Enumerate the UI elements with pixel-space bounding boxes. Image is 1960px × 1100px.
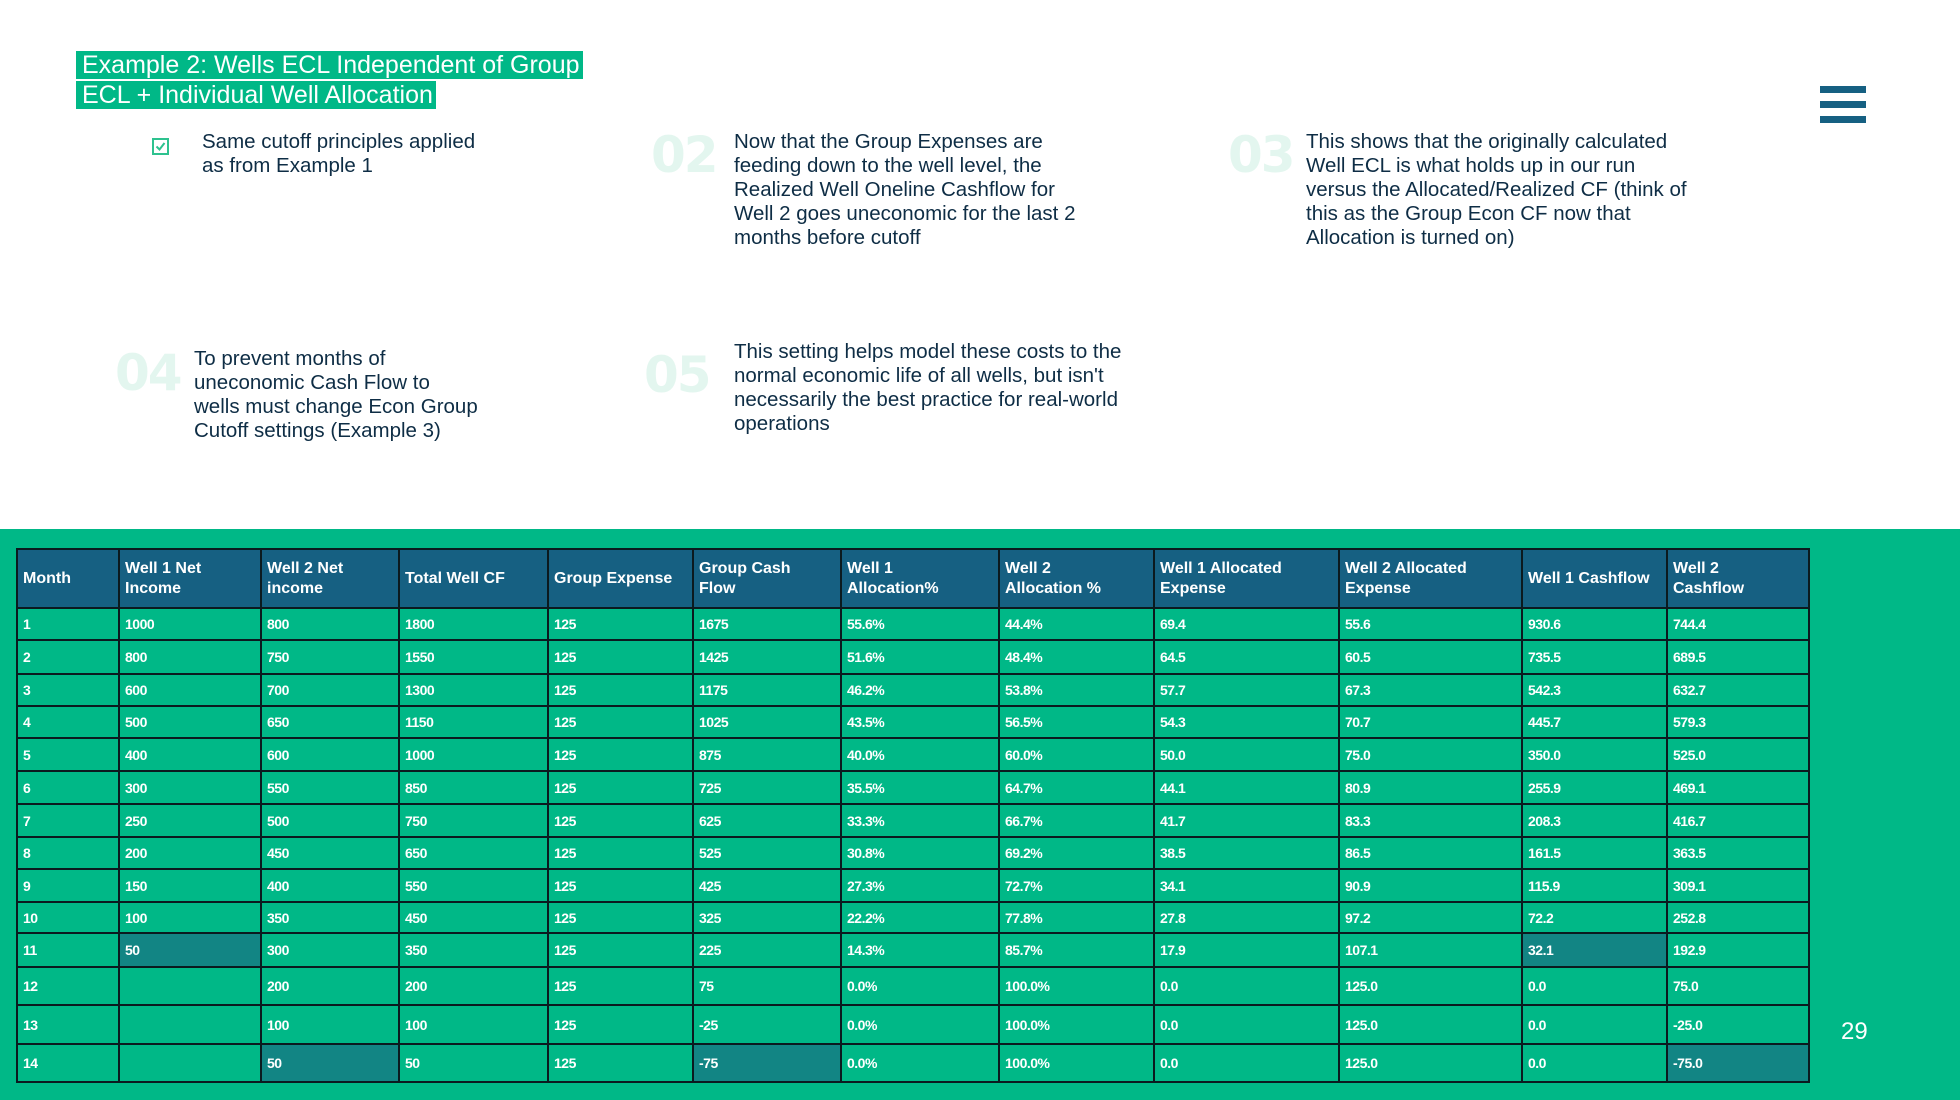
text-line: Well ECL is what holds up in our run bbox=[1306, 154, 1636, 177]
table-cell: 225 bbox=[693, 933, 841, 967]
table-cell: 22.2% bbox=[841, 902, 999, 933]
table-cell: 72.2 bbox=[1522, 902, 1667, 933]
table-cell: -25.0 bbox=[1667, 1005, 1809, 1044]
table-row bbox=[17, 640, 1809, 674]
table-cell: 200 bbox=[399, 967, 548, 1005]
table-cell: 100.0% bbox=[999, 1005, 1154, 1044]
table-cell: 500 bbox=[119, 706, 261, 738]
table-cell: 800 bbox=[261, 608, 399, 640]
table-cell: 350.0 bbox=[1522, 738, 1667, 771]
table-cell: 69.4 bbox=[1154, 608, 1339, 640]
text-line: Now that the Group Expenses are bbox=[734, 130, 1043, 153]
table-row bbox=[17, 674, 1809, 706]
text-line: normal economic life of all wells, but isn't bbox=[734, 364, 1104, 387]
table-cell: 1 bbox=[17, 608, 119, 640]
table-row bbox=[17, 804, 1809, 837]
table-cell: 13 bbox=[17, 1005, 119, 1044]
table-cell: 325 bbox=[693, 902, 841, 933]
point-3-text bbox=[1306, 130, 1687, 250]
table-cell: 51.6% bbox=[841, 640, 999, 674]
column-header bbox=[1339, 549, 1522, 608]
table-cell bbox=[119, 1044, 261, 1082]
table-row bbox=[17, 967, 1809, 1005]
table-cell: 55.6 bbox=[1339, 608, 1522, 640]
table-cell: 100 bbox=[119, 902, 261, 933]
point-4-text bbox=[194, 347, 478, 443]
column-header-text: Income bbox=[125, 579, 182, 597]
table-cell: 107.1 bbox=[1339, 933, 1522, 967]
point-1-text bbox=[202, 130, 475, 178]
column-header-text: Total Well CF bbox=[405, 569, 505, 587]
table-cell: 735.5 bbox=[1522, 640, 1667, 674]
text-line: versus the Allocated/Realized CF (think of bbox=[1306, 178, 1687, 201]
text-line: wells must change Econ Group bbox=[194, 395, 478, 418]
table-row bbox=[17, 1005, 1809, 1044]
text-line: Realized Well Oneline Cashflow for bbox=[734, 178, 1055, 201]
table-cell: 125 bbox=[548, 640, 693, 674]
table-cell: -75.0 bbox=[1667, 1044, 1809, 1082]
table-cell: 700 bbox=[261, 674, 399, 706]
table-cell: 64.7% bbox=[999, 771, 1154, 804]
column-header-text: Well 2 Allocated bbox=[1345, 559, 1467, 577]
table-cell: 50 bbox=[399, 1044, 548, 1082]
table-cell: 1550 bbox=[399, 640, 548, 674]
column-header-text: Month bbox=[23, 569, 71, 587]
text-line: Well 2 goes uneconomic for the last 2 bbox=[734, 202, 1076, 225]
column-header-text: income bbox=[267, 579, 324, 597]
table-cell: 875 bbox=[693, 738, 841, 771]
table-cell: 625 bbox=[693, 804, 841, 837]
table-cell: 66.7% bbox=[999, 804, 1154, 837]
table-cell: 252.8 bbox=[1667, 902, 1809, 933]
column-header bbox=[999, 549, 1154, 608]
table-cell: 100.0% bbox=[999, 967, 1154, 1005]
table-cell: 3 bbox=[17, 674, 119, 706]
table-cell: 27.3% bbox=[841, 869, 999, 902]
table-cell: 525.0 bbox=[1667, 738, 1809, 771]
column-header-text: Group Cash bbox=[699, 559, 791, 577]
table-cell: 60.5 bbox=[1339, 640, 1522, 674]
column-header bbox=[261, 549, 399, 608]
table-cell: 55.6% bbox=[841, 608, 999, 640]
table-cell: 50 bbox=[119, 933, 261, 967]
table-cell: 800 bbox=[119, 640, 261, 674]
table-cell: 33.3% bbox=[841, 804, 999, 837]
table-cell: 550 bbox=[399, 869, 548, 902]
table-cell: 200 bbox=[119, 837, 261, 869]
table-cell: 400 bbox=[261, 869, 399, 902]
column-header bbox=[1667, 549, 1809, 608]
table-cell: 4 bbox=[17, 706, 119, 738]
table-cell: 5 bbox=[17, 738, 119, 771]
hamburger-menu-icon[interactable] bbox=[1820, 86, 1866, 124]
table-cell: 300 bbox=[119, 771, 261, 804]
table-cell: 550 bbox=[261, 771, 399, 804]
table-cell: 0.0 bbox=[1154, 967, 1339, 1005]
table-cell: 125 bbox=[548, 706, 693, 738]
table-row bbox=[17, 933, 1809, 967]
table-cell: 100.0% bbox=[999, 1044, 1154, 1082]
table-cell: 450 bbox=[399, 902, 548, 933]
table-cell: 125 bbox=[548, 933, 693, 967]
table-cell: 0.0 bbox=[1522, 1044, 1667, 1082]
table-cell: 208.3 bbox=[1522, 804, 1667, 837]
table-cell: 445.7 bbox=[1522, 706, 1667, 738]
table-cell: 43.5% bbox=[841, 706, 999, 738]
table-cell: 850 bbox=[399, 771, 548, 804]
text-line: Same cutoff principles applied bbox=[202, 130, 476, 153]
table-cell: 69.2% bbox=[999, 837, 1154, 869]
column-header bbox=[1522, 549, 1667, 608]
slide-title bbox=[76, 50, 583, 110]
table-row bbox=[17, 608, 1809, 640]
table-cell bbox=[119, 967, 261, 1005]
slide-title-line-2: ECL + Individual Well Allocation bbox=[76, 81, 436, 109]
table-cell bbox=[119, 1005, 261, 1044]
table-cell: 350 bbox=[399, 933, 548, 967]
slide-title-line-1: Example 2: Wells ECL Independent of Group bbox=[76, 51, 583, 79]
text-line: This shows that the originally calculated bbox=[1306, 130, 1668, 153]
column-header-text: Well 1 Net bbox=[125, 559, 202, 577]
table-cell: 125 bbox=[548, 608, 693, 640]
table-header-row bbox=[17, 549, 1809, 608]
table-cell: 125 bbox=[548, 1044, 693, 1082]
table-cell: 255.9 bbox=[1522, 771, 1667, 804]
table-cell: 579.3 bbox=[1667, 706, 1809, 738]
table-cell: 0.0 bbox=[1154, 1005, 1339, 1044]
table-cell: 632.7 bbox=[1667, 674, 1809, 706]
table-cell: 35.5% bbox=[841, 771, 999, 804]
table-row bbox=[17, 837, 1809, 869]
table-cell: 125 bbox=[548, 837, 693, 869]
table-cell: 57.7 bbox=[1154, 674, 1339, 706]
table-cell: 750 bbox=[399, 804, 548, 837]
column-header-text: Expense bbox=[1160, 579, 1226, 597]
table-cell: 0.0 bbox=[1522, 967, 1667, 1005]
checkbox-icon bbox=[152, 138, 169, 155]
table-cell: 53.8% bbox=[999, 674, 1154, 706]
table-cell: -75 bbox=[693, 1044, 841, 1082]
point-5-text bbox=[734, 340, 1121, 436]
table-cell: 100 bbox=[399, 1005, 548, 1044]
table-cell: 125 bbox=[548, 674, 693, 706]
column-header-text: Flow bbox=[699, 579, 736, 597]
table-cell: 27.8 bbox=[1154, 902, 1339, 933]
column-header-text: Allocation% bbox=[847, 579, 939, 597]
table-row bbox=[17, 771, 1809, 804]
table-cell: 70.7 bbox=[1339, 706, 1522, 738]
table-cell: 200 bbox=[261, 967, 399, 1005]
table-row bbox=[17, 738, 1809, 771]
column-header-text: Allocation % bbox=[1005, 579, 1102, 597]
table-cell: 250 bbox=[119, 804, 261, 837]
table-cell: 125 bbox=[548, 1005, 693, 1044]
text-line: months before cutoff bbox=[734, 226, 921, 249]
table-cell: 8 bbox=[17, 837, 119, 869]
text-line: Allocation is turned on) bbox=[1306, 226, 1515, 249]
table-cell: 64.5 bbox=[1154, 640, 1339, 674]
table-cell: 1025 bbox=[693, 706, 841, 738]
table-cell: 14.3% bbox=[841, 933, 999, 967]
table-cell: 1000 bbox=[399, 738, 548, 771]
column-header bbox=[1154, 549, 1339, 608]
column-header-text: Well 1 Allocated bbox=[1160, 559, 1282, 577]
text-line: as from Example 1 bbox=[202, 154, 373, 177]
table-cell: 90.9 bbox=[1339, 869, 1522, 902]
point-number-02: 02 bbox=[651, 126, 717, 184]
text-line: To prevent months of bbox=[194, 347, 386, 370]
table-cell: 125 bbox=[548, 902, 693, 933]
table-cell: 1000 bbox=[119, 608, 261, 640]
point-number-03: 03 bbox=[1228, 126, 1294, 184]
column-header bbox=[119, 549, 261, 608]
table-cell: 125.0 bbox=[1339, 1005, 1522, 1044]
table-cell: 50 bbox=[261, 1044, 399, 1082]
table-cell: 300 bbox=[261, 933, 399, 967]
column-header-text: Well 2 Net bbox=[267, 559, 344, 577]
point-number-04: 04 bbox=[115, 344, 181, 402]
table-row bbox=[17, 1044, 1809, 1082]
text-line: uneconomic Cash Flow to bbox=[194, 371, 430, 394]
table-cell: 1800 bbox=[399, 608, 548, 640]
table-cell: 10 bbox=[17, 902, 119, 933]
table-cell: 400 bbox=[119, 738, 261, 771]
table-cell: 0.0 bbox=[1154, 1044, 1339, 1082]
table-cell: 75.0 bbox=[1339, 738, 1522, 771]
table-cell: 100 bbox=[261, 1005, 399, 1044]
table-cell: 363.5 bbox=[1667, 837, 1809, 869]
table-cell: 1675 bbox=[693, 608, 841, 640]
table-cell: 77.8% bbox=[999, 902, 1154, 933]
column-header-text: Expense bbox=[1345, 579, 1411, 597]
table-row bbox=[17, 902, 1809, 933]
table-cell: 11 bbox=[17, 933, 119, 967]
table-cell: 309.1 bbox=[1667, 869, 1809, 902]
table-cell: 40.0% bbox=[841, 738, 999, 771]
table-cell: 416.7 bbox=[1667, 804, 1809, 837]
table-cell: 750 bbox=[261, 640, 399, 674]
table-cell: 525 bbox=[693, 837, 841, 869]
column-header bbox=[693, 549, 841, 608]
table-cell: 0.0% bbox=[841, 1044, 999, 1082]
allocation-table bbox=[16, 548, 1810, 1083]
table-cell: 7 bbox=[17, 804, 119, 837]
table-cell: 125.0 bbox=[1339, 1044, 1522, 1082]
text-line: this as the Group Econ CF now that bbox=[1306, 202, 1631, 225]
table-cell: 600 bbox=[261, 738, 399, 771]
table-cell: 425 bbox=[693, 869, 841, 902]
table-cell: 32.1 bbox=[1522, 933, 1667, 967]
table-cell: 12 bbox=[17, 967, 119, 1005]
table-cell: 125 bbox=[548, 804, 693, 837]
point-2-text bbox=[734, 130, 1075, 250]
column-header-text: Cashflow bbox=[1673, 579, 1745, 597]
table-cell: 125.0 bbox=[1339, 967, 1522, 1005]
table-cell: 6 bbox=[17, 771, 119, 804]
table-cell: 689.5 bbox=[1667, 640, 1809, 674]
table-cell: 115.9 bbox=[1522, 869, 1667, 902]
table-cell: 75 bbox=[693, 967, 841, 1005]
table-cell: 83.3 bbox=[1339, 804, 1522, 837]
table-cell: 0.0% bbox=[841, 1005, 999, 1044]
point-number-05: 05 bbox=[644, 346, 710, 404]
table-cell: 38.5 bbox=[1154, 837, 1339, 869]
table-cell: 150 bbox=[119, 869, 261, 902]
table-cell: 1150 bbox=[399, 706, 548, 738]
table-cell: 450 bbox=[261, 837, 399, 869]
text-line: necessarily the best practice for real-world bbox=[734, 388, 1118, 411]
table-cell: 2 bbox=[17, 640, 119, 674]
table-cell: 75.0 bbox=[1667, 967, 1809, 1005]
column-header bbox=[548, 549, 693, 608]
table-cell: 500 bbox=[261, 804, 399, 837]
text-line: This setting helps model these costs to the bbox=[734, 340, 1122, 363]
table-cell: 67.3 bbox=[1339, 674, 1522, 706]
table-cell: 80.9 bbox=[1339, 771, 1522, 804]
column-header-text: Group Expense bbox=[554, 569, 673, 587]
table-cell: 650 bbox=[399, 837, 548, 869]
table-cell: 125 bbox=[548, 738, 693, 771]
table-cell: 600 bbox=[119, 674, 261, 706]
table-cell: 650 bbox=[261, 706, 399, 738]
table-cell: 125 bbox=[548, 771, 693, 804]
table-cell: 46.2% bbox=[841, 674, 999, 706]
table-cell: 85.7% bbox=[999, 933, 1154, 967]
table-cell: 50.0 bbox=[1154, 738, 1339, 771]
table-cell: 14 bbox=[17, 1044, 119, 1082]
column-header-text: Well 2 bbox=[1005, 559, 1051, 577]
table-cell: 60.0% bbox=[999, 738, 1154, 771]
column-header-text: Well 1 bbox=[847, 559, 893, 577]
table-cell: 350 bbox=[261, 902, 399, 933]
table-cell: 1425 bbox=[693, 640, 841, 674]
table-cell: 41.7 bbox=[1154, 804, 1339, 837]
table-cell: 56.5% bbox=[999, 706, 1154, 738]
text-line: operations bbox=[734, 412, 830, 435]
table-cell: 86.5 bbox=[1339, 837, 1522, 869]
column-header-text: Well 1 Cashflow bbox=[1528, 569, 1650, 587]
table-cell: 44.1 bbox=[1154, 771, 1339, 804]
table-cell: 17.9 bbox=[1154, 933, 1339, 967]
table-cell: 930.6 bbox=[1522, 608, 1667, 640]
text-line: feeding down to the well level, the bbox=[734, 154, 1042, 177]
table-cell: 1300 bbox=[399, 674, 548, 706]
table-cell: 48.4% bbox=[999, 640, 1154, 674]
table-cell: 542.3 bbox=[1522, 674, 1667, 706]
text-line: Cutoff settings (Example 3) bbox=[194, 419, 441, 442]
table-cell: 192.9 bbox=[1667, 933, 1809, 967]
table-cell: 54.3 bbox=[1154, 706, 1339, 738]
table-cell: 34.1 bbox=[1154, 869, 1339, 902]
table-cell: 0.0 bbox=[1522, 1005, 1667, 1044]
table-cell: 125 bbox=[548, 869, 693, 902]
page-number: 29 bbox=[1841, 1018, 1868, 1045]
table-cell: 0.0% bbox=[841, 967, 999, 1005]
table-cell: 725 bbox=[693, 771, 841, 804]
table-cell: 161.5 bbox=[1522, 837, 1667, 869]
table-cell: 30.8% bbox=[841, 837, 999, 869]
column-header-text: Well 2 bbox=[1673, 559, 1719, 577]
table-cell: 744.4 bbox=[1667, 608, 1809, 640]
table-cell: -25 bbox=[693, 1005, 841, 1044]
column-header bbox=[841, 549, 999, 608]
table-cell: 125 bbox=[548, 967, 693, 1005]
table-cell: 9 bbox=[17, 869, 119, 902]
column-header bbox=[399, 549, 548, 608]
table-row bbox=[17, 706, 1809, 738]
table-cell: 72.7% bbox=[999, 869, 1154, 902]
table-cell: 1175 bbox=[693, 674, 841, 706]
table-cell: 97.2 bbox=[1339, 902, 1522, 933]
column-header bbox=[17, 549, 119, 608]
table-row bbox=[17, 869, 1809, 902]
table-cell: 44.4% bbox=[999, 608, 1154, 640]
table-cell: 469.1 bbox=[1667, 771, 1809, 804]
